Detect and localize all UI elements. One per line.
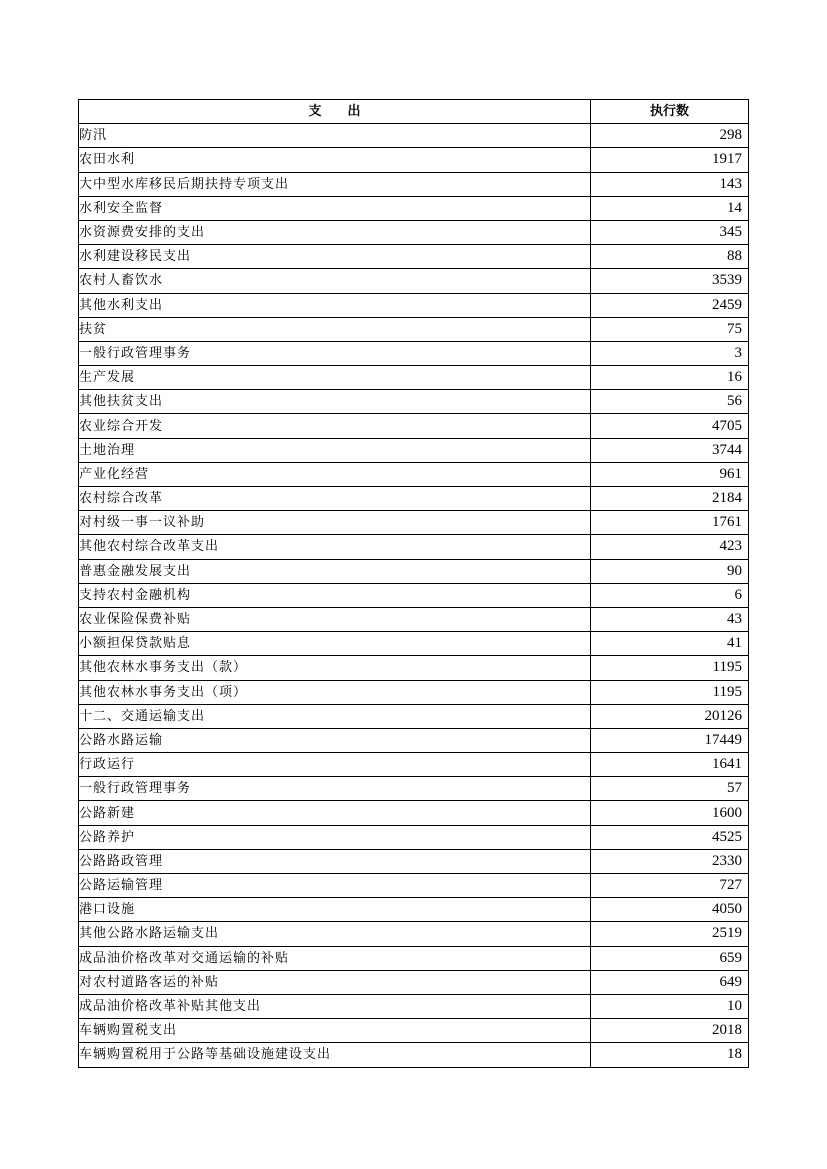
item-name: 其他扶贫支出 (79, 390, 591, 414)
item-amount: 3 (591, 341, 749, 365)
item-amount: 2519 (591, 922, 749, 946)
item-name: 其他农村综合改革支出 (79, 535, 591, 559)
table-row (79, 753, 749, 777)
item-amount: 17449 (591, 728, 749, 752)
item-amount: 88 (591, 245, 749, 269)
item-name: 水利建设移民支出 (79, 245, 591, 269)
budget-table (78, 99, 749, 1068)
item-name: 对村级一事一议补助 (79, 511, 591, 535)
item-amount: 57 (591, 777, 749, 801)
table-row (79, 656, 749, 680)
item-amount: 43 (591, 607, 749, 631)
table-row (79, 994, 749, 1018)
item-amount: 2018 (591, 1019, 749, 1043)
item-name: 土地治理 (79, 438, 591, 462)
table-row (79, 438, 749, 462)
item-amount: 1195 (591, 656, 749, 680)
table-row (79, 535, 749, 559)
item-amount: 2459 (591, 293, 749, 317)
item-name: 成品油价格改革补贴其他支出 (79, 994, 591, 1018)
item-name: 产业化经营 (79, 462, 591, 486)
item-amount: 75 (591, 317, 749, 341)
table-row (79, 825, 749, 849)
item-amount: 18 (591, 1043, 749, 1067)
table-row (79, 680, 749, 704)
item-amount: 1761 (591, 511, 749, 535)
item-amount: 20126 (591, 704, 749, 728)
item-amount: 1195 (591, 680, 749, 704)
table-row (79, 317, 749, 341)
item-name: 扶贫 (79, 317, 591, 341)
item-name: 农业综合开发 (79, 414, 591, 438)
table-row (79, 245, 749, 269)
item-amount: 56 (591, 390, 749, 414)
item-amount: 423 (591, 535, 749, 559)
table-row (79, 148, 749, 172)
item-amount: 1600 (591, 801, 749, 825)
table-row (79, 607, 749, 631)
item-amount: 14 (591, 196, 749, 220)
item-name: 农村综合改革 (79, 487, 591, 511)
item-amount: 90 (591, 559, 749, 583)
table-row (79, 849, 749, 873)
item-amount: 1917 (591, 148, 749, 172)
item-amount: 345 (591, 220, 749, 244)
item-name: 其他农林水事务支出（项） (79, 680, 591, 704)
item-amount: 3744 (591, 438, 749, 462)
item-amount: 16 (591, 366, 749, 390)
item-name: 普惠金融发展支出 (79, 559, 591, 583)
item-name: 公路水路运输 (79, 728, 591, 752)
item-name: 成品油价格改革对交通运输的补贴 (79, 946, 591, 970)
table-row (79, 269, 749, 293)
item-name: 农业保险保费补贴 (79, 607, 591, 631)
item-amount: 2184 (591, 487, 749, 511)
table-row (79, 172, 749, 196)
table-row (79, 1043, 749, 1067)
item-amount: 10 (591, 994, 749, 1018)
item-name: 水资源费安排的支出 (79, 220, 591, 244)
table-row (79, 874, 749, 898)
item-name: 港口设施 (79, 898, 591, 922)
item-name: 车辆购置税用于公路等基础设施建设支出 (79, 1043, 591, 1067)
item-name: 车辆购置税支出 (79, 1019, 591, 1043)
table-row (79, 462, 749, 486)
item-name: 公路养护 (79, 825, 591, 849)
table-row (79, 196, 749, 220)
table-row (79, 946, 749, 970)
item-name: 公路路政管理 (79, 849, 591, 873)
table-row (79, 898, 749, 922)
item-name: 十二、交通运输支出 (79, 704, 591, 728)
item-name: 其他农林水事务支出（款） (79, 656, 591, 680)
item-amount: 961 (591, 462, 749, 486)
table-row (79, 341, 749, 365)
item-name: 农田水利 (79, 148, 591, 172)
item-amount: 659 (591, 946, 749, 970)
item-name: 公路运输管理 (79, 874, 591, 898)
table-row (79, 366, 749, 390)
table-row (79, 414, 749, 438)
item-amount: 41 (591, 632, 749, 656)
table-row (79, 728, 749, 752)
item-amount: 1641 (591, 753, 749, 777)
header-row (79, 100, 749, 124)
item-name: 其他水利支出 (79, 293, 591, 317)
item-amount: 6 (591, 583, 749, 607)
item-amount: 298 (591, 124, 749, 148)
item-name: 大中型水库移民后期扶持专项支出 (79, 172, 591, 196)
table-row (79, 801, 749, 825)
item-name: 行政运行 (79, 753, 591, 777)
amount-column-header: 执行数 (591, 100, 749, 124)
expenditure-column-header: 支 出 (79, 100, 591, 124)
table-header (79, 100, 749, 124)
table-row (79, 704, 749, 728)
table-row (79, 1019, 749, 1043)
table-row (79, 124, 749, 148)
table-row (79, 487, 749, 511)
table-body (79, 124, 749, 1067)
table-row (79, 632, 749, 656)
item-name: 农村人畜饮水 (79, 269, 591, 293)
item-amount: 4705 (591, 414, 749, 438)
item-amount: 2330 (591, 849, 749, 873)
table-row (79, 583, 749, 607)
item-name: 其他公路水路运输支出 (79, 922, 591, 946)
table-row (79, 390, 749, 414)
item-name: 公路新建 (79, 801, 591, 825)
item-name: 水利安全监督 (79, 196, 591, 220)
table-row (79, 777, 749, 801)
item-name: 对农村道路客运的补贴 (79, 970, 591, 994)
item-amount: 4525 (591, 825, 749, 849)
table-row (79, 559, 749, 583)
table-row (79, 922, 749, 946)
item-name: 一般行政管理事务 (79, 341, 591, 365)
item-amount: 143 (591, 172, 749, 196)
table-row (79, 970, 749, 994)
item-name: 支持农村金融机构 (79, 583, 591, 607)
item-name: 防汛 (79, 124, 591, 148)
item-amount: 4050 (591, 898, 749, 922)
item-name: 生产发展 (79, 366, 591, 390)
item-name: 小额担保贷款贴息 (79, 632, 591, 656)
table-row (79, 220, 749, 244)
table-row (79, 511, 749, 535)
item-amount: 649 (591, 970, 749, 994)
item-amount: 3539 (591, 269, 749, 293)
table-row (79, 293, 749, 317)
item-amount: 727 (591, 874, 749, 898)
item-name: 一般行政管理事务 (79, 777, 591, 801)
